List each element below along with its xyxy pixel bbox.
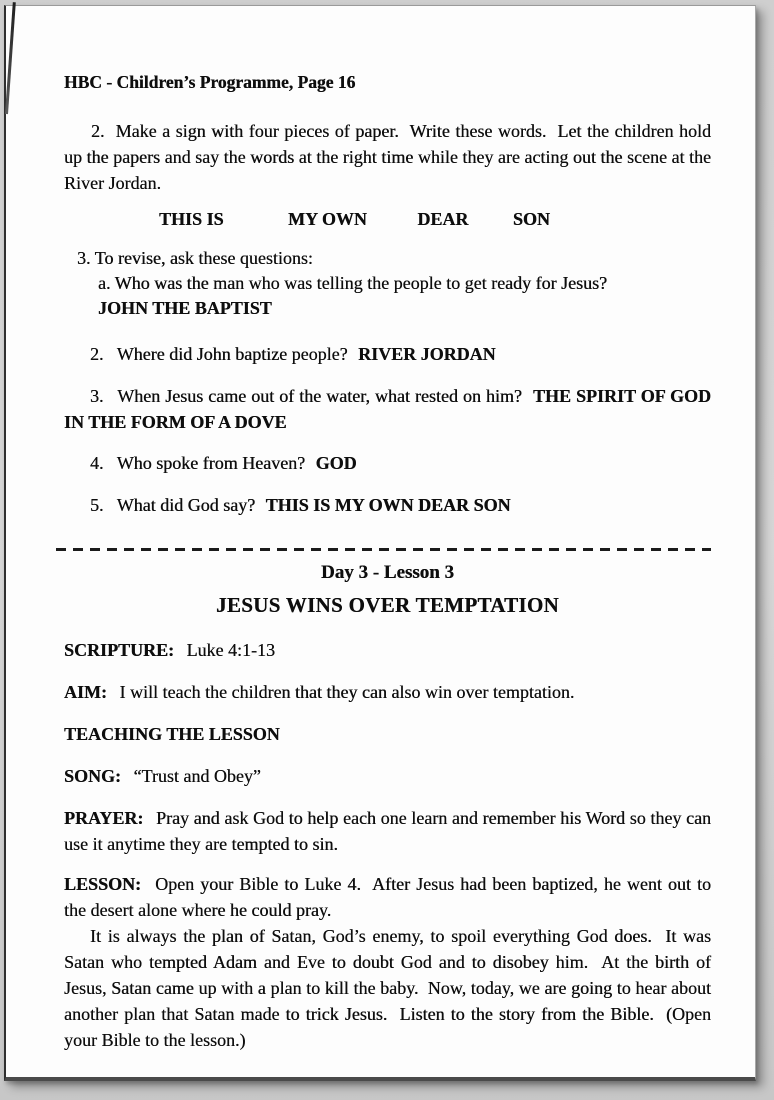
scanned-page <box>4 5 756 1081</box>
page-content <box>6 6 755 1053</box>
lesson-text: Open your Bible to Luke 4. After Jesus had been baptized, he went out to the desert alone where he could pray. <box>64 874 712 920</box>
song-text: “Trust and Obey” <box>133 766 261 786</box>
aim-label: AIM: <box>64 682 107 702</box>
scripture-text: Luke 4:1-13 <box>186 640 275 660</box>
teaching-heading: TEACHING THE LESSON <box>64 724 280 744</box>
question-4 <box>64 450 711 476</box>
prayer-paragraph <box>64 805 711 857</box>
prayer-label: PRAYER: <box>64 808 144 828</box>
dashed-divider <box>56 548 711 551</box>
sign-word-this-is: THIS IS <box>159 209 224 229</box>
aim-text: I will teach the children that they can also win over temptation. <box>119 682 575 702</box>
scripture-line <box>64 637 711 663</box>
revise-intro: 3. To revise, ask these questions: <box>77 248 313 268</box>
question-5-text: What did God say? <box>116 495 256 515</box>
question-2-answer: RIVER JORDAN <box>358 344 496 364</box>
prayer-text: Pray and ask God to help each one learn and remember his Word so they can use it anytime they are tempted to sin. <box>64 808 712 854</box>
lesson-label: LESSON: <box>64 874 142 894</box>
lesson-title: JESUS WINS OVER TEMPTATION <box>216 593 559 617</box>
question-3-number: 3. <box>90 386 104 406</box>
scripture-label: SCRIPTURE: <box>64 640 175 660</box>
question-2 <box>64 341 711 367</box>
question-4-text: Who spoke from Heaven? <box>116 453 306 473</box>
question-4-number: 4. <box>90 453 104 473</box>
lesson-paragraph-2: It is always the plan of Satan, God’s enemy, to spoil everything God does. It was Satan who tempted Adam and Eve to doubt God and to disobey him. At the birth of Jesus, Satan came up with a plan to kill the baby. Now, today, we are going to hear about another plan that Satan made to trick Jesus. Listen to the story from the Bible. (Open your Bible to the lesson.) <box>64 926 711 1050</box>
song-label: SONG: <box>64 766 122 786</box>
question-5 <box>64 492 711 518</box>
question-5-answer: THIS IS MY OWN DEAR SON <box>265 495 511 515</box>
sign-word-dear: DEAR <box>417 209 469 229</box>
aim-line <box>64 679 711 705</box>
question-2-number: 2. <box>90 344 104 364</box>
question-4-answer: GOD <box>315 453 357 473</box>
question-3-answer: THE SPIRIT OF GOD IN THE FORM OF A DOVE <box>64 386 711 432</box>
song-line <box>64 763 711 789</box>
revise-question-a: a. Who was the man who was telling the people to get ready for Jesus? <box>98 273 608 293</box>
sign-words-row <box>64 206 711 232</box>
sign-word-son: SON <box>512 209 550 229</box>
question-2-text: Where did John baptize people? <box>116 344 348 364</box>
revise-block <box>64 246 711 321</box>
question-3 <box>64 383 711 435</box>
question-5-number: 5. <box>90 495 104 515</box>
day-lesson-heading: Day 3 - Lesson 3 <box>320 562 454 583</box>
page-header: HBC - Children’s Programme, Page 16 <box>64 72 356 92</box>
lesson-paragraph-1 <box>64 871 711 923</box>
revise-answer-a: JOHN THE BAPTIST <box>98 298 272 318</box>
sign-word-my-own: MY OWN <box>288 209 367 229</box>
question-3-text: When Jesus came out of the water, what rested on him? <box>117 386 522 406</box>
instruction-step-2: 2. Make a sign with four pieces of paper. Write these words. Let the children hold up the papers and say the words at the right time while they are acting out the scene at the River Jordan. <box>64 121 711 193</box>
